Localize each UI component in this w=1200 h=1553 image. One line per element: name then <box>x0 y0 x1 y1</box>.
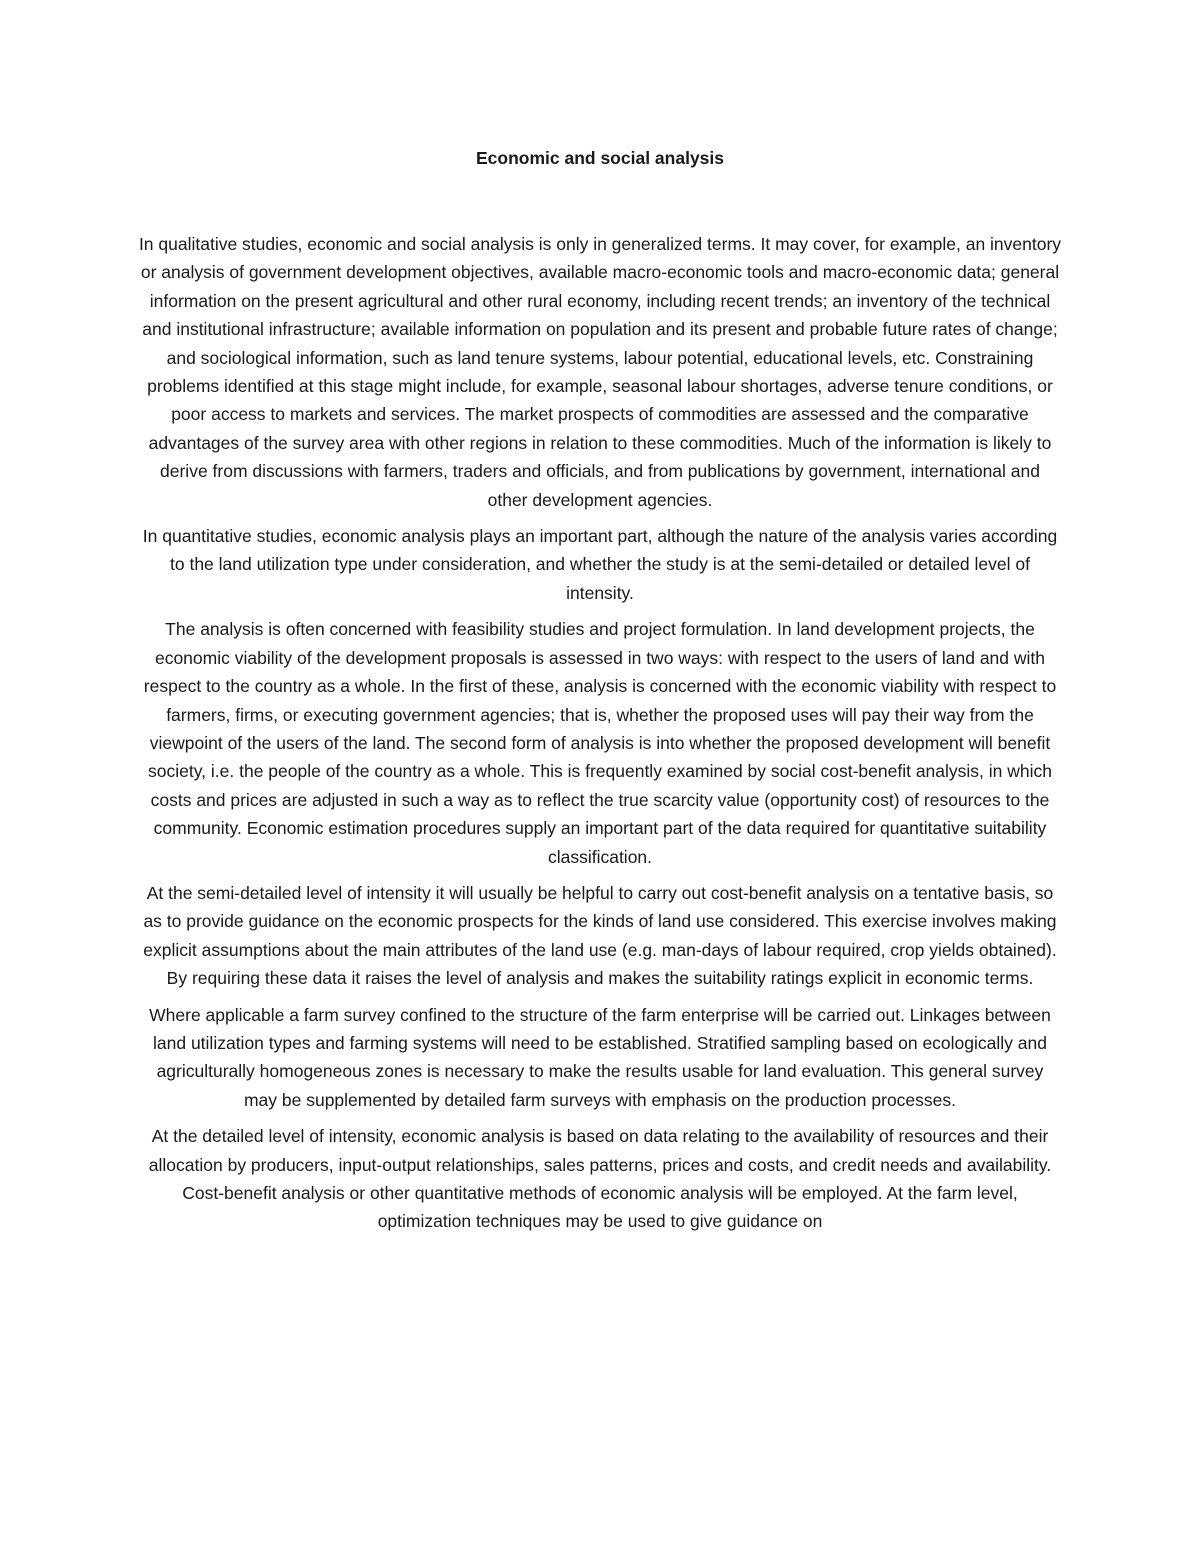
paragraph-feasibility-analysis: The analysis is often concerned with feasibility studies and project formulation. In land development projects, the economic viability of the development proposals is assessed in two ways: with respect to the users of land and with respect to the country as a whole. In the first of these, analysis is concerned with the economic viability with respect to farmers, firms, or executing government agencies; that is, whether the proposed uses will pay their way from the viewpoint of the users of the land. The second form of analysis is into whether the proposed development will benefit society, i.e. the people of the country as a whole. This is frequently examined by social cost-benefit analysis, in which costs and prices are adjusted in such a way as to reflect the true scarcity value (opportunity cost) of resources to the community. Economic estimation procedures supply an important part of the data required for quantitative suitability classification. <box>143 619 1057 867</box>
paragraph-semi-detailed-level: At the semi-detailed level of intensity it will usually be helpful to carry out cost-benefit analysis on a tentative basis, so as to provide guidance on the economic prospects for the kinds of land use considered. This exercise involves making explicit assumptions about the main attributes of the land use (e.g. man-days of labour required, crop yields obtained). By requiring these data it raises the level of analysis and makes the suitability ratings explicit in economic terms. <box>143 882 1057 989</box>
document-title: Economic and social analysis <box>475 148 725 168</box>
document-body <box>138 230 1062 1244</box>
paragraph-quantitative-studies: In quantitative studies, economic analysis plays an important part, although the nature of the analysis varies according to the land utilization type under consideration, and whether the study is at the semi-detailed or detailed level of intensity. <box>142 526 1058 603</box>
paragraph-farm-survey: Where applicable a farm survey confined to the structure of the farm enterprise will be carried out. Linkages between land utilization types and farming systems will need to be established. Stratified sampling based on ecologically and agriculturally homogeneous zones is necessary to make the results usable for land evaluation. This general survey may be supplemented by detailed farm surveys with emphasis on the production processes. <box>149 1004 1051 1110</box>
paragraph-detailed-level: At the detailed level of intensity, economic analysis is based on data relating to the availability of resources and their allocation by producers, input-output relationships, sales patterns, prices and costs, and credit needs and availability. Cost-benefit analysis or other quantitative methods of economic analysis will be employed. At the farm level, optimization techniques may be used to give guidance on <box>148 1126 1052 1232</box>
paragraph-qualitative-studies: In qualitative studies, economic and social analysis is only in generalized terms. It may cover, for example, an inventory or analysis of government development objectives, available macro-economic tools and macro-economic data; general information on the present agricultural and other rural economy, including recent trends; an inventory of the technical and institutional infrastructure; available information on population and its present and probable future rates of change; and sociological information, such as land tenure systems, labour potential, educational levels, etc. Constraining problems identified at this stage might include, for example, seasonal labour shortages, adverse tenure conditions, or poor access to markets and services. The market prospects of commodities are assessed and the comparative advantages of the survey area with other regions in relation to these commodities. Much of the information is likely to derive from discussions with farmers, traders and officials, and from publications by government, international and other development agencies. <box>138 234 1062 510</box>
